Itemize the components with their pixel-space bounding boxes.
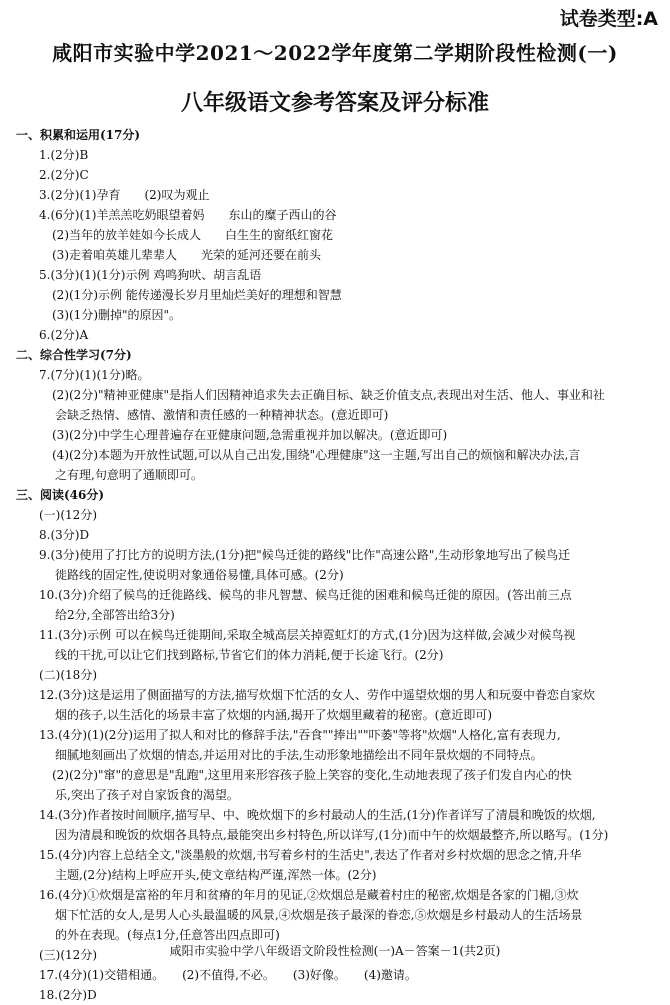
section-heading: 一、积累和运用(17分) (16, 128, 141, 142)
answer-line: (3)(1分)删掉"的原因"。 (52, 308, 182, 322)
answer-line: 5.(3分)(1)(1分)示例 鸡鸣狗吠、胡言乱语 (39, 268, 262, 282)
answer-line: 会缺乏热情、感情、激情和责任感的一种精神状态。(意近即可) (55, 408, 389, 422)
answer-line: 给2分,全部答出给3分) (55, 608, 175, 622)
page-footer: 咸阳市实验中学八年级语文阶段性检测(一)A－答案－1(共2页) (169, 944, 501, 958)
answer-line: 1.(2分)B (39, 148, 89, 162)
answer-line: 10.(3分)介绍了候鸟的迁徙路线、候鸟的非凡智慧、候鸟迁徙的困难和候鸟迁徙的原因。(答出前三点 (39, 588, 572, 602)
answer-line: 15.(4分)内容上总结全文,"淡墨般的炊烟,书写着乡村的生活史",表达了作者对乡村炊烟的思念之情,升华 (39, 848, 582, 862)
answer-content (16, 125, 660, 1005)
answer-line: (2)(2分)"窜"的意思是"乱跑",这里用来形容孩子脸上笑容的变化,生动地表现了孩子们发自内心的快 (52, 768, 572, 782)
answer-line: 12.(3分)这是运用了侧面描写的方法,描写炊烟下忙活的女人、劳作中遥望炊烟的男人和玩耍中眷恋自家炊 (39, 688, 595, 702)
answer-line: 4.(6分)(1)羊羔羔吃奶眼望着妈 东山的糜子西山的谷 (39, 208, 337, 222)
section-heading: 二、综合性学习(7分) (16, 348, 132, 362)
answer-line: 2.(2分)C (39, 168, 89, 182)
answer-line: (一)(12分) (39, 508, 97, 522)
answer-line: (4)(2分)本题为开放性试题,可以从自己出发,围绕"心理健康"这一主题,写出自己的烦恼和解决办法,言 (52, 448, 581, 462)
answer-line: 17.(4分)(1)交错相通。 (2)不值得,不必。 (3)好像。 (4)邀请。 (39, 968, 417, 982)
answer-line: (3)(2分)中学生心理普遍存在亚健康问题,急需重视并加以解决。(意近即可) (52, 428, 448, 442)
answer-line: 因为清晨和晚饭的炊烟各具特点,最能突出乡村特色,所以详写,(1分)而中午的炊烟最整齐,所以略写。(1分) (55, 828, 609, 842)
answer-line: 烟的孩子,以生活化的场景丰富了炊烟的内涵,揭开了炊烟里藏着的秘密。(意近即可) (55, 708, 492, 722)
answer-line: (二)(18分) (39, 668, 97, 682)
answer-line: 的外在表现。(每点1分,任意答出四点即可) (55, 928, 280, 942)
answer-line: 14.(3分)作者按时间顺序,描写早、中、晚炊烟下的乡村最动人的生活,(1分)作者详写了清晨和晚饭的炊烟, (39, 808, 596, 822)
answer-line: 9.(3分)使用了打比方的说明方法,(1分)把"候鸟迁徙的路线"比作"高速公路",生动形象地写出了候鸟迁 (39, 548, 571, 562)
answer-line: (三)(12分) (39, 948, 97, 962)
answer-line: 烟下忙活的女人,是男人心头最温暖的风景,④炊烟是孩子最深的眷恋,⑤炊烟是乡村最动人的生活场景 (55, 908, 583, 922)
section-heading: 三、阅读(46分) (16, 488, 105, 502)
document-subtitle: 八年级语文参考答案及评分标准 (180, 91, 489, 116)
answer-line: (2)(1分)示例 能传递漫长岁月里灿烂美好的理想和智慧 (52, 288, 342, 302)
answer-line: 18.(2分)D (39, 988, 97, 1002)
answer-line: (2)(2分)"精神亚健康"是指人们因精神追求失去正确目标、缺乏价值支点,表现出对生活、他人、事业和社 (52, 388, 605, 402)
answer-line: 3.(2分)(1)孕育 (2)叹为观止 (39, 188, 210, 202)
answer-line: 16.(4分)①炊烟是富裕的年月和贫瘠的年月的见证,②炊烟总是藏着村庄的秘密,炊烟是各家的门楣,③炊 (39, 888, 579, 902)
answer-line: (2)当年的放羊娃如今长成人 白生生的窗纸红窗花 (52, 228, 334, 242)
answer-line: 徙路线的固定性,使说明对象通俗易懂,具体可感。(2分) (55, 568, 344, 582)
answer-line: 8.(3分)D (39, 528, 90, 542)
document-title: 咸阳市实验中学2021～2022学年度第二学期阶段性检测(一) (52, 41, 618, 65)
answer-line: 7.(7分)(1)(1分)略。 (39, 368, 150, 382)
answer-line: 细腻地刻画出了炊烟的情态,并运用对比的手法,生动形象地描绘出不同年景炊烟的不同特点。 (55, 748, 543, 762)
answer-line: 主题,(2分)结构上呼应开头,使文章结构严谨,浑然一体。(2分) (55, 868, 377, 882)
answer-line: 6.(2分)A (39, 328, 89, 342)
answer-line: 13.(4分)(1)(2分)运用了拟人和对比的修辞手法,"吞食""捧出""吓萎"等将"炊烟"人格化,富有表现力, (39, 728, 561, 742)
answer-line: 11.(3分)示例 可以在候鸟迁徙期间,采取全城高层关掉霓虹灯的方式,(1分)因为这样做,会减少对候鸟视 (39, 628, 576, 642)
answer-line: 线的干扰,可以让它们找到路标,节省它们的体力消耗,便于长途飞行。(2分) (55, 648, 444, 662)
answer-line: 之有理,句意明了通顺即可。 (55, 468, 203, 482)
answer-line: 乐,突出了孩子对自家饭食的渴望。 (55, 788, 239, 802)
paper-type-label: 试卷类型:A (559, 8, 658, 30)
answer-line: (3)走着咱英雄儿辈辈人 光荣的延河还要在前头 (52, 248, 321, 262)
